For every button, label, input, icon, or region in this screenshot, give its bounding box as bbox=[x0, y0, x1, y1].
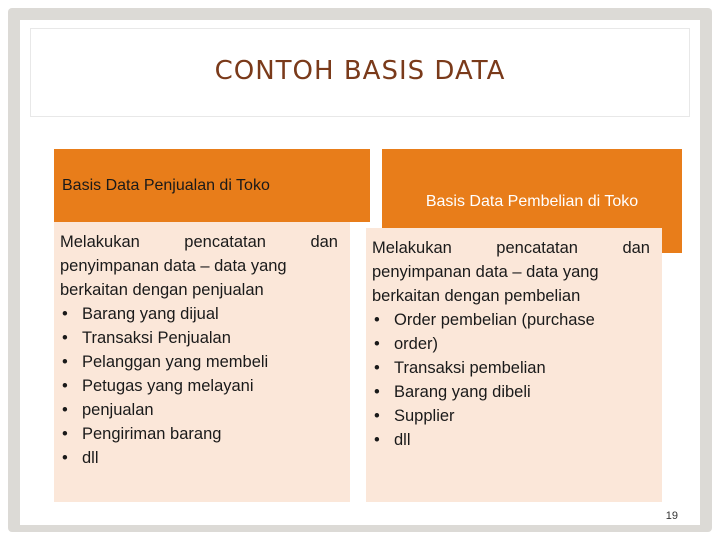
right-intro-line bbox=[372, 236, 650, 260]
left-column-header: Basis Data Penjualan di Toko bbox=[54, 149, 370, 222]
right-intro-word: pencatatan bbox=[496, 239, 578, 257]
right-intro-word: dan bbox=[622, 239, 650, 257]
page-number: 19 bbox=[665, 510, 678, 522]
list-item: • Pelanggan yang membeli bbox=[60, 350, 338, 374]
left-column-body bbox=[54, 222, 350, 502]
right-intro-text: berkaitan dengan pembelian bbox=[372, 287, 581, 305]
list-item: • Transaksi pembelian bbox=[372, 356, 650, 380]
right-column-header: Basis Data Pembelian di Toko bbox=[382, 149, 682, 253]
left-intro-word: Melakukan bbox=[60, 233, 140, 251]
list-item: • dll bbox=[60, 446, 338, 470]
list-item: • Supplier bbox=[372, 404, 650, 428]
right-intro-word: Melakukan bbox=[372, 239, 452, 257]
list-item: • Transaksi Penjualan bbox=[60, 326, 338, 350]
list-item: • Pengiriman barang bbox=[60, 422, 338, 446]
left-intro-word: pencatatan bbox=[184, 233, 266, 251]
list-item: • order) bbox=[372, 332, 650, 356]
list-item: • dll bbox=[372, 428, 650, 452]
list-item: • Order pembelian (purchase bbox=[372, 308, 650, 332]
left-bullet-list bbox=[60, 302, 338, 470]
left-intro-text: penyimpanan data – data yang bbox=[60, 257, 287, 275]
list-item: • Petugas yang melayani bbox=[60, 374, 338, 398]
list-item: • penjualan bbox=[60, 398, 338, 422]
slide-title: CONTOH BASIS DATA bbox=[214, 56, 506, 86]
right-intro-text: penyimpanan data – data yang bbox=[372, 263, 599, 281]
list-item: • Barang yang dibeli bbox=[372, 380, 650, 404]
right-bullet-list bbox=[372, 308, 650, 452]
list-item: • Barang yang dijual bbox=[60, 302, 338, 326]
left-intro-line bbox=[60, 230, 338, 254]
right-column-body bbox=[366, 228, 662, 502]
left-intro-word: dan bbox=[310, 233, 338, 251]
left-intro-text: berkaitan dengan penjualan bbox=[60, 281, 264, 299]
